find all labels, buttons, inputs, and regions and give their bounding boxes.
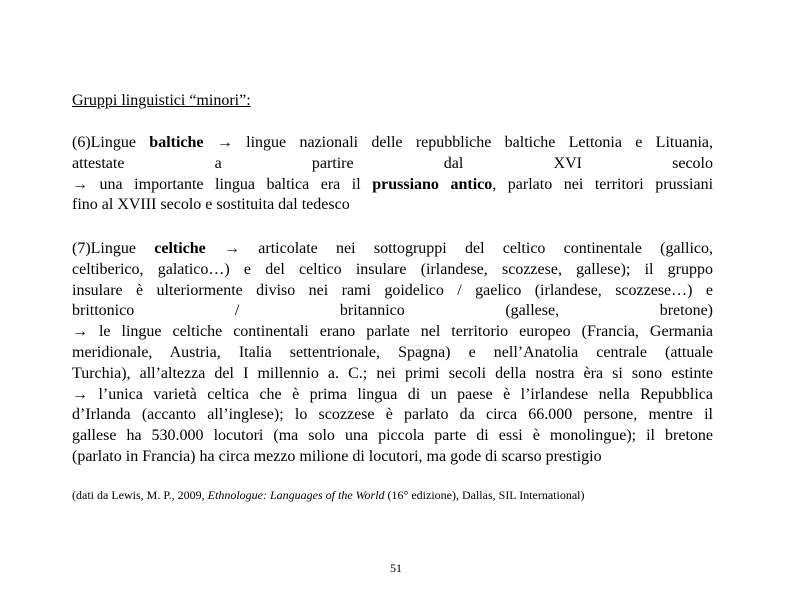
text-run: (dati da Lewis, M. P., 2009, (72, 488, 208, 502)
source-citation (72, 487, 585, 503)
text-run: (16° edizione), Dallas, SIL International) (384, 488, 585, 502)
text-run: brittonico / britannico (gallese, bretone) (72, 302, 713, 320)
bold-term: baltiche (149, 134, 204, 151)
text-line (72, 426, 713, 447)
text-line (72, 447, 713, 468)
text-run: → l’unica varietà celtica che è prima lingua di un paese è l’irlandese nella Repubblica (72, 385, 713, 403)
text-run: → lingue nazionali delle repubbliche baltiche Lettonia e Lituania, (203, 134, 713, 151)
section-heading: Gruppi linguistici “minori”: (72, 92, 251, 109)
text-run: d’Irlanda (accanto all’inglese); lo scozzese è parlato da circa 66.000 persone, mentre il (72, 406, 713, 424)
text-run: fino al XVIII secolo e sostituita dal tedesco (72, 196, 350, 214)
text-run: , parlato nei territori prussiani (492, 175, 714, 193)
page-number: 51 (390, 561, 402, 575)
text-line (72, 343, 713, 364)
text-line (72, 195, 713, 216)
text-line (72, 364, 713, 385)
text-run: celtiberico, galatico…) e del celtico insulare (irlandese, scozzese, gallese); il gruppo (72, 260, 713, 278)
bold-term: celtiche (154, 240, 206, 257)
text-run: attestate a partire dal XVI secolo (72, 154, 713, 172)
text-line (72, 301, 713, 322)
text-line (72, 281, 713, 302)
text-run: gallese ha 530.000 locutori (ma solo una piccola parte di essi è monolingue); il bretone (72, 427, 713, 445)
text-line (72, 154, 713, 175)
text-run: → una importante lingua baltica era il (72, 175, 373, 193)
text-run: → le lingue celtiche continentali erano parlate nel territorio europeo (Francia, Germania (72, 323, 713, 341)
bold-term: prussiano antico (372, 175, 493, 193)
text-line (72, 175, 713, 196)
text-line (72, 260, 713, 281)
text-line (72, 322, 713, 343)
text-run: → articolate nei sottogruppi del celtico continentale (gallico, (205, 240, 713, 257)
text-line (72, 385, 713, 406)
paragraph-celtic-languages (72, 239, 713, 468)
text-run: insulare è ulteriormente diviso nei rami goidelico / gaelico (irlandese, scozzese…) e (72, 281, 713, 299)
paragraph-baltic-languages (72, 133, 713, 216)
text-run: (6)Lingue (72, 134, 150, 151)
text-line (72, 133, 713, 154)
text-run: meridionale, Austria, Italia settentrionale, Spagna) e nell’Anatolia centrale (attuale (72, 343, 713, 361)
text-run: (7)Lingue (72, 240, 155, 257)
text-run: Turchia), all’altezza del I millennio a. C.; nei primi secoli della nostra èra si sono estinte (72, 364, 713, 382)
text-run: (parlato in Francia) ha circa mezzo milione di locutori, ma gode di scarso prestigio (72, 447, 602, 465)
text-line (72, 405, 713, 426)
text-line (72, 239, 713, 260)
italic-title: Ethnologue: Languages of the World (207, 488, 385, 502)
